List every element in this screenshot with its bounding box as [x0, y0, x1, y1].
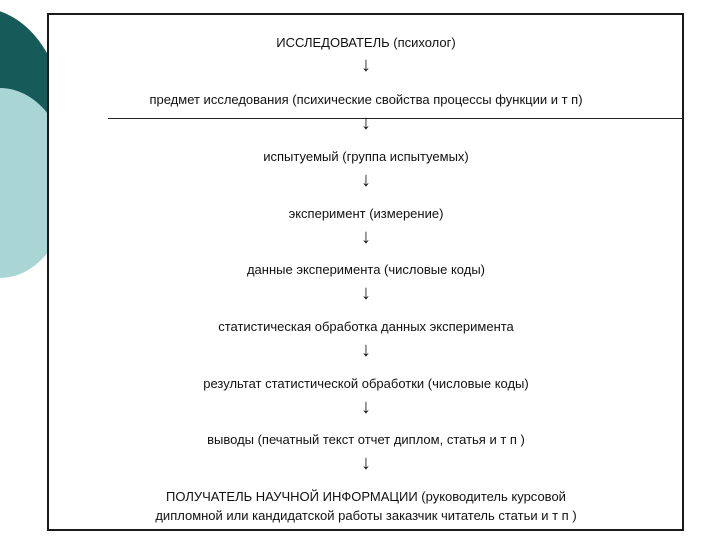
arrow-down-icon: ↓ — [361, 169, 371, 191]
arrow-down-icon: ↓ — [361, 282, 371, 304]
step-statistical-processing: статистическая обработка данных эксперимента — [218, 319, 514, 334]
separator-line — [108, 118, 684, 119]
step-processing-result: результат статистической обработки (числовые коды) — [203, 376, 529, 391]
arrow-down-icon: ↓ — [361, 396, 371, 418]
step-experiment: эксперимент (измерение) — [288, 206, 444, 221]
arrow-down-icon: ↓ — [361, 226, 371, 248]
step-researcher: ИССЛЕДОВАТЕЛЬ (психолог) — [276, 35, 456, 50]
step-information-recipient-continued: дипломной или кандидатской работы заказчик читатель статьи и т п ) — [155, 508, 577, 523]
arrow-down-icon: ↓ — [361, 452, 371, 474]
step-conclusions: выводы (печатный текст отчет диплом, статья и т п ) — [207, 432, 525, 447]
arrow-down-icon: ↓ — [361, 339, 371, 361]
arrow-down-icon: ↓ — [361, 54, 371, 76]
step-experiment-data: данные эксперимента (числовые коды) — [246, 262, 486, 277]
step-research-subject: предмет исследования (психические свойства процессы функции и т п) — [149, 92, 583, 107]
step-information-recipient: ПОЛУЧАТЕЛЬ НАУЧНОЙ ИНФОРМАЦИИ (руководитель курсовой — [166, 489, 566, 504]
arrow-down-icon: ↓ — [361, 112, 371, 134]
step-test-subject: испытуемый (группа испытуемых) — [263, 149, 469, 164]
